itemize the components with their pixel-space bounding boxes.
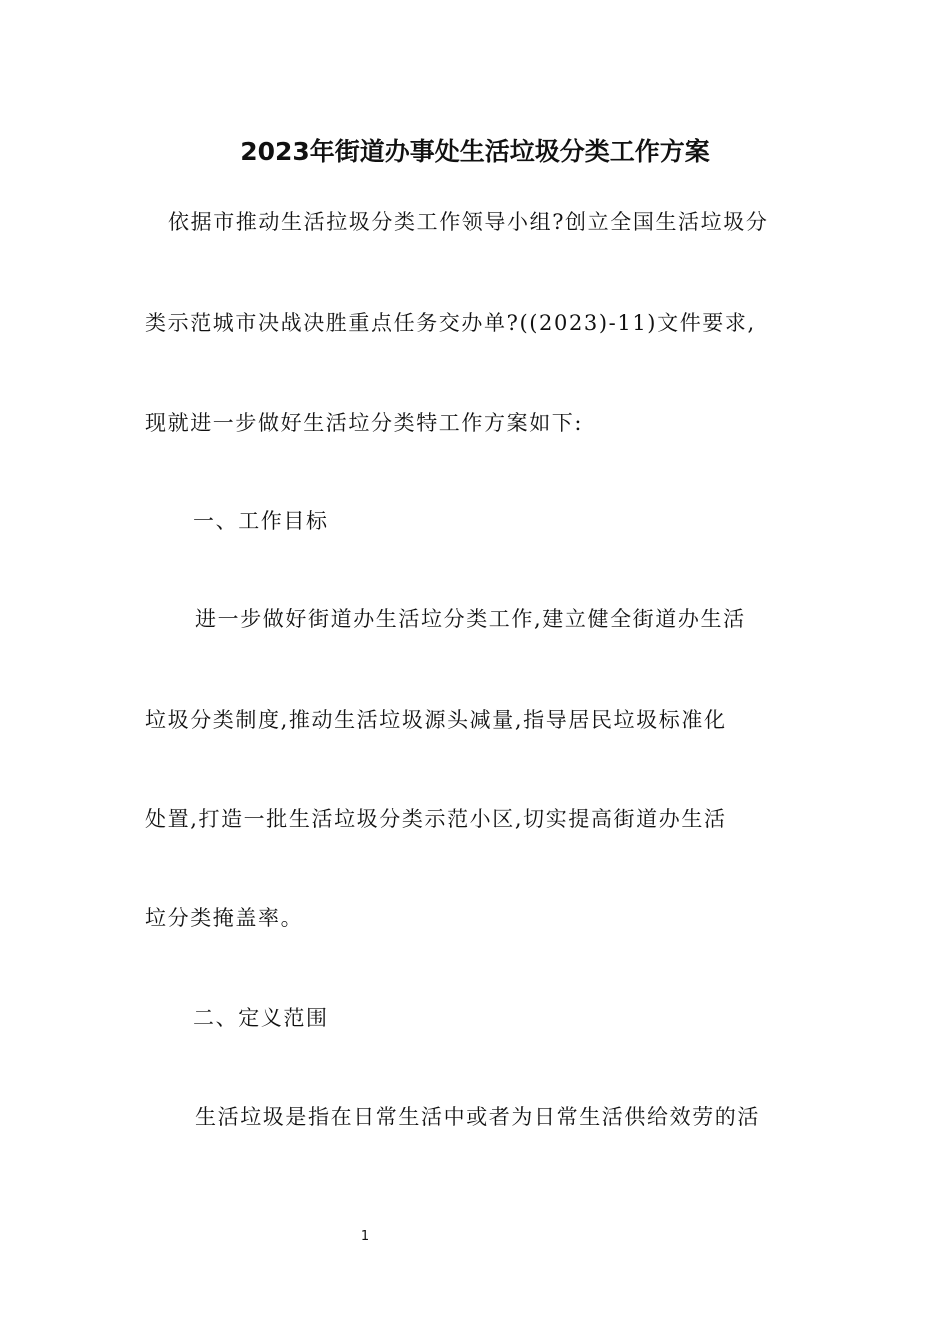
paragraph-line: 处置,打造一批生活垃圾分类示范小区,切实提高街道办生活 <box>145 807 727 831</box>
page-number: 1 <box>360 1229 370 1244</box>
section-heading: 一、工作目标 <box>193 509 329 533</box>
section-heading: 二、定义范围 <box>193 1006 329 1030</box>
paragraph-line: 进一步做好街道办生活垃分类工作,建立健全街道办生活 <box>195 607 746 631</box>
paragraph-line: 现就进一步做好生活垃分类特工作方案如下: <box>145 411 584 435</box>
document-title: 2023年街道办事处生活垃圾分类工作方案 <box>240 137 710 166</box>
paragraph-line: 垃分类掩盖率。 <box>145 906 304 930</box>
paragraph-line: 垃圾分类制度,推动生活垃圾源头减量,指导居民垃圾标准化 <box>145 708 727 732</box>
paragraph-line: 类示范城市决战决胜重点任务交办单?((2023)-11)文件要求, <box>145 311 756 335</box>
paragraph-line: 依据市推动生活拉圾分类工作领导小组?创立全国生活垃圾分 <box>168 210 769 234</box>
paragraph-line: 生活垃圾是指在日常生活中或者为日常生活供给效劳的活 <box>195 1105 760 1129</box>
